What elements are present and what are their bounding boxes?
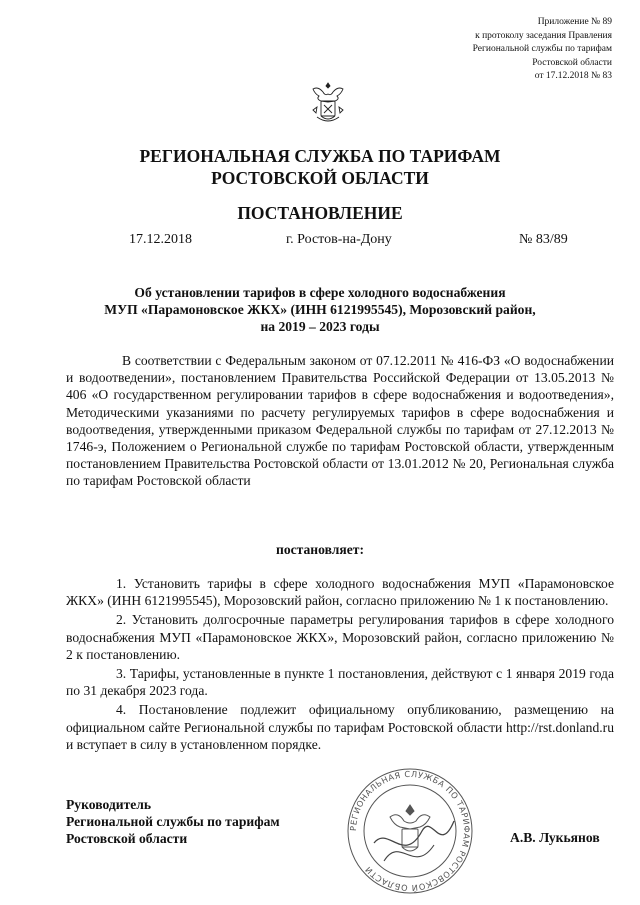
resolution-item: 2. Установить долгосрочные параметры регулирования тарифов в сфере холодного водоснабжения МУП «Парамоновское ЖКХ», Морозовский район, согласно приложению № 2 к постановлению. [66, 612, 614, 662]
appendix-line: Приложение № 89 [537, 17, 612, 27]
signer-position-line: Ростовской области [66, 831, 188, 846]
resolution-item: 3. Тарифы, установленные в пункте 1 постановления, действуют с 1 января 2019 года по 31 декабря 2023 года. [66, 666, 614, 699]
agency-name [0, 145, 640, 189]
resolves-heading: постановляет: [276, 542, 364, 557]
signer-position [66, 796, 280, 847]
resolution-item: 4. Постановление подлежит официальному опубликованию, размещению на официальном сайте Региональной службы по тарифам Ростовской области http://rst.donland.ru и вступает в силу в установленном порядке. [66, 702, 614, 752]
document-date: 17.12.2018 [129, 232, 192, 247]
resolution-items [66, 575, 614, 753]
official-seal-icon [344, 765, 476, 897]
appendix-line: к протоколу заседания Правления [475, 30, 612, 41]
resolution-item: 1. Установить тарифы в сфере холодного водоснабжения МУП «Парамоновское ЖКХ» (ИНН 6121995545), Морозовский район, согласно приложению № 1 к постановлению. [66, 576, 614, 609]
document-type: ПОСТАНОВЛЕНИЕ [237, 203, 403, 223]
signer-name: А.В. Лукьянов [510, 830, 600, 845]
agency-name-line: РЕГИОНАЛЬНАЯ СЛУЖБА ПО ТАРИФАМ [139, 146, 501, 166]
document-number: № 83/89 [519, 232, 568, 247]
signer-position-line: Руководитель [66, 797, 152, 812]
signer-position-line: Региональной службы по тарифам [66, 814, 280, 829]
agency-name-line: РОСТОВСКОЙ ОБЛАСТИ [211, 168, 429, 188]
document-city: г. Ростов-на-Дону [286, 232, 392, 247]
appendix-line: Региональной службы по тарифам [472, 44, 612, 55]
seal-text: РЕГИОНАЛЬНАЯ СЛУЖБА ПО ТАРИФАМ РОСТОВСКОЙ ОБЛАСТИ [347, 768, 473, 894]
appendix-line: Ростовской области [532, 57, 612, 68]
coat-of-arms-icon [308, 80, 348, 126]
subject-line: Об установлении тарифов в сфере холодного водоснабжения [134, 285, 506, 300]
subject-line: МУП «Парамоновское ЖКХ» (ИНН 6121995545), Морозовский район, [104, 302, 536, 317]
subject-line: на 2019 – 2023 годы [260, 319, 380, 334]
preamble-paragraph: В соответствии с Федеральным законом от 07.12.2011 № 416-ФЗ «О водоснабжении и водоотведении», постановлением Правительства Российской Федерации от 13.05.2013 № 406 «О государственном регулировании тарифов в сфере водоснабжения и водоотведения», Методическими указаниями по расчету регулируемых тарифов в сфере водоснабжения и водоотведения, утвержденными приказом Федеральной службы по тарифам от 27.12.2013 № 1746-э, Положением о Региональной службе по тарифам Ростовской области, утвержденным постановлением Правительства Ростовской области от 13.01.2012 № 20, Региональная служба по тарифам Ростовской области [66, 353, 614, 489]
appendix-line: от 17.12.2018 № 83 [534, 71, 612, 82]
appendix-note [382, 16, 612, 84]
document-subject [0, 284, 640, 335]
